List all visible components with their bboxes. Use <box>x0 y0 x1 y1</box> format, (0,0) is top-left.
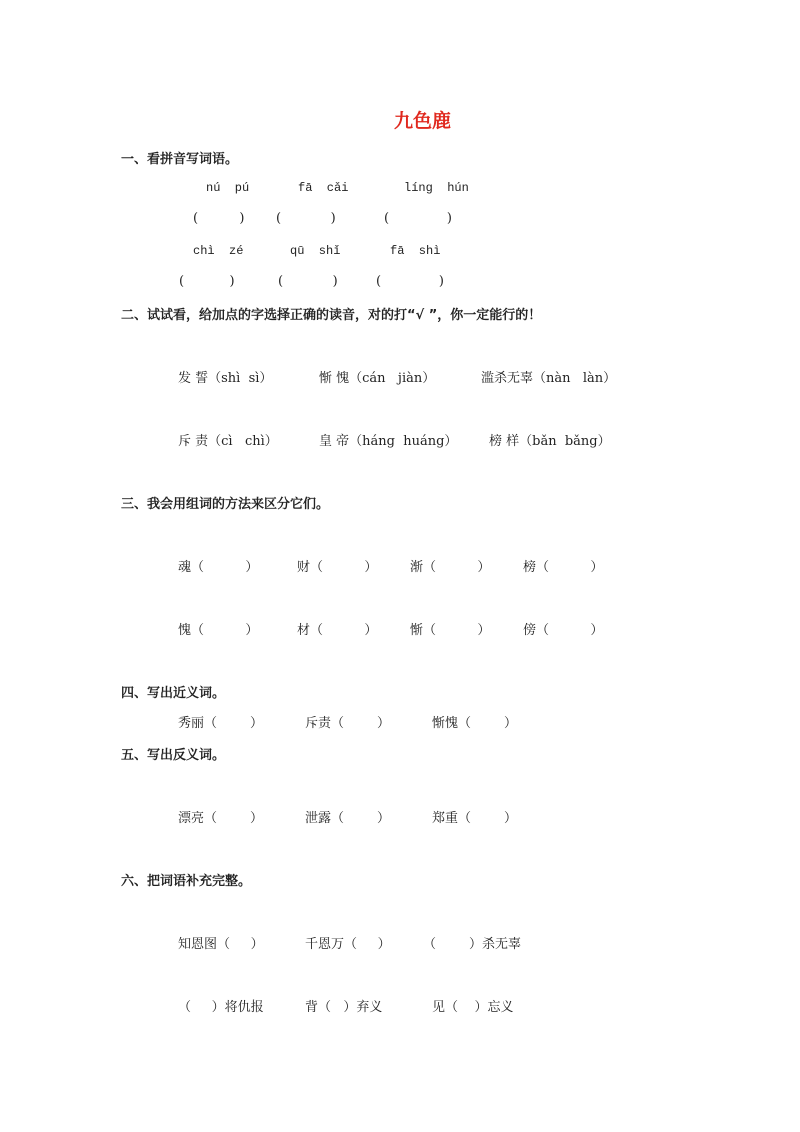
pinyin-item: nú pú <box>206 181 250 195</box>
pronunciation-choice[interactable]: 惭 愧（cán jiàn） <box>319 371 436 386</box>
word-group-blank[interactable]: 榜（ ） <box>523 560 604 575</box>
idiom-blank[interactable]: （ ）将仇报 <box>178 1000 264 1015</box>
pinyin-item: fā shì <box>390 244 441 258</box>
antonym-blank[interactable]: 郑重（ ） <box>432 811 518 826</box>
idiom-blank[interactable]: 知恩图（ ） <box>178 937 264 952</box>
pinyin-item: fā cǎi <box>298 181 349 195</box>
answer-blank[interactable]: ( ) <box>276 211 336 226</box>
answer-blank[interactable]: ( ) <box>384 211 452 226</box>
section-4-heading: 四、写出近义词。 <box>121 686 226 701</box>
pinyin-item: líng hún <box>404 181 469 195</box>
antonym-blank[interactable]: 泄露（ ） <box>305 811 391 826</box>
section-6-heading: 六、把词语补充完整。 <box>121 874 252 889</box>
answer-blank[interactable]: ( ) <box>376 274 444 289</box>
synonym-blank[interactable]: 秀丽（ ） <box>178 716 264 731</box>
pinyin-item: qū shǐ <box>290 244 341 258</box>
word-group-blank[interactable]: 魂（ ） <box>178 560 259 575</box>
pronunciation-choice[interactable]: 榜 样（bǎn bǎng） <box>489 434 611 449</box>
word-group-blank[interactable]: 傍（ ） <box>523 623 604 638</box>
section-5-heading: 五、写出反义词。 <box>121 748 226 763</box>
word-group-blank[interactable]: 愧（ ） <box>178 623 259 638</box>
word-group-blank[interactable]: 财（ ） <box>297 560 378 575</box>
word-group-blank[interactable]: 渐（ ） <box>410 560 491 575</box>
synonym-blank[interactable]: 惭愧（ ） <box>432 716 518 731</box>
pinyin-item: chì zé <box>193 244 244 258</box>
synonym-blank[interactable]: 斥责（ ） <box>305 716 391 731</box>
antonym-blank[interactable]: 漂亮（ ） <box>178 811 264 826</box>
word-group-blank[interactable]: 材（ ） <box>297 623 378 638</box>
idiom-blank[interactable]: 见（ ）忘义 <box>432 1000 514 1015</box>
idiom-blank[interactable]: 背（ ）弃义 <box>305 1000 383 1015</box>
section-3-heading: 三、我会用组词的方法来区分它们。 <box>121 497 330 512</box>
idiom-blank[interactable]: （ ）杀无辜 <box>423 937 522 952</box>
pronunciation-choice[interactable]: 滥杀无辜（nàn làn） <box>481 371 617 386</box>
idiom-blank[interactable]: 千恩万（ ） <box>305 937 391 952</box>
section-2-heading: 二、试试看，给加点的字选择正确的读音，对的打“√ ”，你一定能行的！ <box>121 308 542 323</box>
pronunciation-choice[interactable]: 皇 帝（háng huáng） <box>319 434 458 449</box>
answer-blank[interactable]: ( ) <box>193 211 245 226</box>
answer-blank[interactable]: ( ) <box>179 274 235 289</box>
word-group-blank[interactable]: 惭（ ） <box>410 623 491 638</box>
page-title: 九色鹿 <box>393 110 451 132</box>
answer-blank[interactable]: ( ) <box>278 274 338 289</box>
pronunciation-choice[interactable]: 发 誓（shì sì） <box>178 371 273 386</box>
pronunciation-choice[interactable]: 斥 责（cì chì） <box>178 434 278 449</box>
section-1-heading: 一、看拼音写词语。 <box>121 152 239 167</box>
